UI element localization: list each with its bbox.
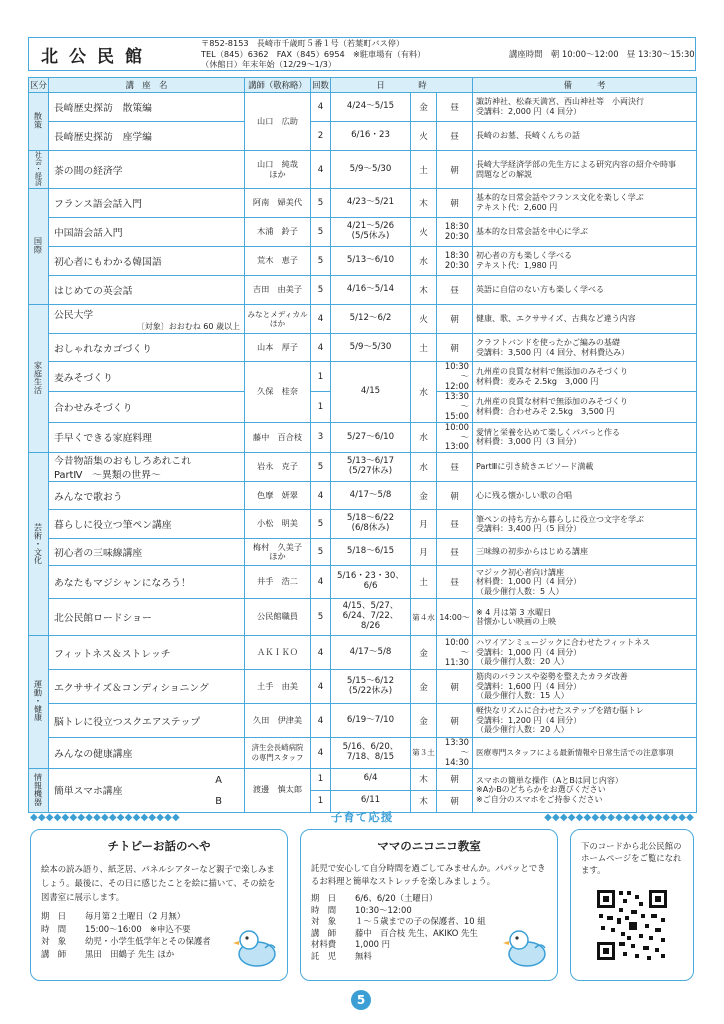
header-box [28,37,696,71]
count: 5 [311,276,331,305]
table-row [29,122,697,151]
count: 4 [311,305,331,334]
note: 軽快なリズムに合わせたステップを踏む脳トレ 受講料：1,200 円（4 回分） （最少催行人数：20 人） [473,704,697,738]
note: 基本的な日常会話やフランス文化を楽しく学ぶ テキスト代：2,600 円 [473,189,697,218]
time-slot: 朝 [437,189,473,218]
session-a-label: A [215,774,222,786]
count: 2 [311,122,331,151]
diamond-divider-left: ◆◆◆◆◆◆◆◆◆◆◆◆◆◆◆◆◆◆◆ [30,811,180,823]
detail-value: 幼児・小学生低学年とその保護者 [85,936,211,946]
course-name: あなたもマジシャンになろう！ [49,566,245,599]
dates: 4/15 [331,362,411,423]
dates: 4/17～5/8 [331,482,411,510]
note: スマホの簡単な操作（AとBは同じ内容） ※AかBのどちらかをお選びください ※ご自分のスマホをご持参ください [473,768,697,812]
course-name: 中国語会話入門 [49,218,245,247]
story-room-title: チトピーお話のへや [107,839,211,853]
mascot-icon [231,926,279,968]
dates: 5/9～5/30 [331,151,411,189]
count: 1 [311,790,331,812]
detail-key: 託 児 [311,950,337,961]
note: 長崎のお墓、長崎くんちの話 [473,122,697,151]
banner-title: 子育て応援 [330,810,394,824]
count: 3 [311,422,331,452]
table-row [29,151,697,189]
note: 医療専門スタッフによる最新情報や日常生活での注意事項 [473,738,697,768]
detail-key: 時 間 [41,923,67,934]
address-line-1: 〒852-8153 長崎市千歳町５番１号（若葉町バス停） [201,38,405,49]
detail-value: 10:30～12:00 [355,904,412,915]
count: 4 [311,151,331,189]
weekday: 月 [411,510,437,539]
table-row [29,422,697,452]
address-line-3: （休館日）年末年始（12/29～1/3） [201,59,337,70]
table-row [29,362,697,392]
instructor: 土手 由美 [245,670,311,704]
note: 愛情と栄養を込めて楽しくパパっと作る 材料費：3,000 円（3 回分） [473,422,697,452]
course-name: エクササイズ＆コンディショニング [49,670,245,704]
dates: 5/27～6/10 [331,422,411,452]
time-slot: 朝 [437,790,473,812]
note: クラフトバンドを使ったかご編みの基礎 受講料：3,500 円（4 回分、材料費込み） [473,334,697,362]
weekday: 木 [411,276,437,305]
count: 1 [311,362,331,392]
time-slot: 朝 [437,670,473,704]
detail-key: 時 間 [311,904,337,915]
count: 4 [311,670,331,704]
time-slot: 13:30～ 15:00 [437,392,473,422]
count: 1 [311,392,331,422]
category-intl: 国際 [29,189,49,305]
weekday: 木 [411,768,437,790]
count: 5 [311,539,331,566]
count: 5 [311,510,331,539]
detail-row [311,893,557,905]
instructor: 色摩 妍翠 [245,482,311,510]
count: 5 [311,453,331,482]
course-hours: 講座時間 朝 10:00～12:00 昼 13:30～15:30 [509,49,695,59]
course-name: 茶の間の経済学 [49,151,245,189]
detail-value: １～５歳までの子の保護者、10 組 [355,916,486,926]
count: 5 [311,599,331,636]
count: 1 [311,768,331,790]
time-slot: 朝 [437,305,473,334]
instructor: 済生会長崎病院 の専門スタッフ [245,738,311,768]
category-it: 情報機器 [29,768,49,812]
course-name: はじめての英会話 [49,276,245,305]
address-line-2: TEL（845）6362 FAX（845）6954 ※駐車場有（有料） [201,48,426,59]
category-health: 運動・健康 [29,636,49,768]
weekday: 金 [411,93,437,122]
detail-key: 材料費 [311,939,337,949]
detail-value: 毎月第２土曜日（2 月無） [85,911,186,921]
course-name-main: 簡単スマホ講座 [54,786,123,798]
time-slot: 朝 [437,482,473,510]
instructor: 吉田 由美子 [245,276,311,305]
course-name: みんなで歌おう [49,482,245,510]
course-name: フィットネス＆ストレッチ [49,636,245,670]
course-name-main: 今昔物語集のおもしろあれこれ [54,456,192,468]
instructor: ＡＫＩＫＯ [245,636,311,670]
dates: 4/21～5/26 (5/5休み) [331,218,411,247]
weekday: 土 [411,334,437,362]
detail-row [311,905,557,917]
course-name: 長崎歴史探訪 散策編 [49,93,245,122]
kids-support-banner [30,810,694,824]
course-name: 手早くできる家庭料理 [49,422,245,452]
weekday: 水 [411,453,437,482]
note: 基本的な日常会話を中心に学ぶ [473,218,697,247]
table-row [29,510,697,539]
time-slot: 朝 [437,334,473,362]
session-b-label: B [215,795,222,807]
weekday: 水 [411,422,437,452]
address-block [201,38,501,70]
instructor: 山口 広助 [245,93,311,151]
page-title: 北公民館 [41,46,153,67]
diamond-divider-right: ◆◆◆◆◆◆◆◆◆◆◆◆◆◆◆◆◆◆◆ [544,811,694,823]
note: 心に残る懐かしい歌の合唱 [473,482,697,510]
note: ※ 4 月は第 3 水曜日 昔懐かしい映画の上映 [473,599,697,636]
detail-key: 対 象 [311,916,337,926]
time-slot: 昼 [437,510,473,539]
dates: 5/15～6/12 (5/22休み) [331,670,411,704]
weekday: 金 [411,636,437,670]
note: 初心者の方も楽しく学べる テキスト代：1,980 円 [473,247,697,276]
note: 健康、歌、エクササイズ、古典など違う内容 [473,305,697,334]
course-target: 〔対象〕おおむね 60 歳以上 [136,321,240,331]
instructor: 岩永 克子 [245,453,311,482]
count: 4 [311,482,331,510]
dates: 6/11 [331,790,411,812]
course-name [49,305,245,334]
time-slot: 10:30～ 12:00 [437,362,473,392]
table-row [29,670,697,704]
detail-value: 無料 [355,950,372,961]
detail-key: 期 日 [311,893,337,903]
count: 5 [311,247,331,276]
count: 5 [311,218,331,247]
mama-class-title: ママのニコニコ教室 [377,839,481,853]
time-slot: 昼 [437,539,473,566]
weekday: 木 [411,189,437,218]
category-walk: 散策 [29,93,49,151]
table-row [29,768,697,790]
detail-value: 15:00～16:00 ※申込不要 [85,923,191,934]
course-name: 初心者の三味線講座 [49,539,245,566]
weekday: 火 [411,218,437,247]
detail-key: 講 師 [311,927,337,938]
course-name: 北公民館ロードショー [49,599,245,636]
dates: 5/13～6/17 (5/27休み) [331,453,411,482]
dates: 5/18～6/15 [331,539,411,566]
dates: 5/16・23・30、 6/6 [331,566,411,599]
time-slot: 昼 [437,566,473,599]
table-row [29,539,697,566]
weekday: 木 [411,790,437,812]
dates: 6/4 [331,768,411,790]
instructor: 久田 伊津美 [245,704,311,738]
detail-value: 6/6、6/20（土曜日） [355,893,438,903]
col-category: 区分 [29,78,49,93]
qr-code-icon[interactable] [595,888,669,962]
story-room-box [30,829,288,981]
course-name: 長崎歴史探訪 座学編 [49,122,245,151]
weekday: 火 [411,305,437,334]
table-row [29,247,697,276]
col-course: 講 座 名 [49,78,245,93]
category-home: 家庭生活 [29,305,49,453]
count: 4 [311,93,331,122]
dates: 4/23～5/21 [331,189,411,218]
count: 4 [311,566,331,599]
dates: 4/17～5/8 [331,636,411,670]
weekday: 水 [411,362,437,423]
course-name: みんなの健康講座 [49,738,245,768]
dates: 5/12～6/2 [331,305,411,334]
course-name-part: PartⅣ ～異類の世界～ [54,470,161,482]
instructor: 公民館職員 [245,599,311,636]
count: 4 [311,704,331,738]
course-name-main: 公民大学 [54,309,94,321]
time-slot: 朝 [437,768,473,790]
instructor: 久保 桂奈 [245,362,311,423]
detail-value: 藤中 百合枝 先生、AKIKO 先生 [355,927,478,938]
time-slot: 18:30 20:30 [437,247,473,276]
note: 三味線の初歩からはじめる講座 [473,539,697,566]
course-name: 合わせみそづくり [49,392,245,422]
time-slot: 昼 [437,453,473,482]
instructor: 梅村 久美子 ほか [245,539,311,566]
weekday: 第４水 [411,599,437,636]
weekday: 土 [411,566,437,599]
dates: 4/24～5/15 [331,93,411,122]
note: 筋肉のバランスや姿勢を整えたカラダ改善 受講料：1,600 円（4 回分） （最少催行人数：15 人） [473,670,697,704]
note: PartⅢに引き続きエピソード満載 [473,453,697,482]
table-row [29,93,697,122]
time-slot: 14:00～ [437,599,473,636]
time-slot: 昼 [437,93,473,122]
mama-class-box [300,829,558,981]
course-name: おしゃれなカゴづくり [49,334,245,362]
course-table [28,77,697,813]
weekday: 第３土 [411,738,437,768]
dates: 5/18～6/22 (6/8休み) [331,510,411,539]
note: 九州産の良質な材料で無添加のみそづくり 材料費：麦みそ 2.5kg 3,000 円 [473,362,697,392]
category-economy: 社会・経済 [29,151,49,189]
table-row [29,599,697,636]
weekday: 火 [411,122,437,151]
time-slot: 10:00～ 11:30 [437,636,473,670]
table-header-row [29,78,697,93]
col-count: 回数 [311,78,331,93]
table-row [29,704,697,738]
instructor: 渡邊 慎太郎 [245,768,311,812]
note: 諏訪神社、松森天満宮、西山神社等 小両決行 受講料：2,000 円（4 回分） [473,93,697,122]
table-row [29,276,697,305]
page-number: 5 [351,990,371,1010]
dates: 5/9～5/30 [331,334,411,362]
note: 英語に自信のない方も楽しく学べる [473,276,697,305]
table-row [29,305,697,334]
col-schedule: 日 時 [331,78,473,93]
dates: 5/16、6/20、 7/18、8/15 [331,738,411,768]
table-row [29,453,697,482]
course-name: フランス語会話入門 [49,189,245,218]
detail-key: 対 象 [41,936,67,946]
note: マジック初心者向け講座 材料費：1,000 円（4 回分） （最少催行人数：5 人） [473,566,697,599]
instructor: 山口 純哉 ほか [245,151,311,189]
qr-desc: 下のコードから北公民館のホームページをご覧になれます。 [581,841,682,875]
col-notes: 備 考 [473,78,697,93]
weekday: 土 [411,151,437,189]
table-row [29,636,697,670]
course-name: 脳トレに役立つスクエアステップ [49,704,245,738]
instructor: みなとメディカル ほか [245,305,311,334]
instructor: 木浦 鈴子 [245,218,311,247]
course-name: 初心者にもわかる韓国語 [49,247,245,276]
note: 筆ペンの持ち方から暮らしに役立つ文字を学ぶ 受講料：3,400 円（5 回分） [473,510,697,539]
time-slot: 18:30 20:30 [437,218,473,247]
table-row [29,738,697,768]
weekday: 金 [411,670,437,704]
dates: 5/13～6/10 [331,247,411,276]
course-name [49,453,245,482]
course-name: 麦みそづくり [49,362,245,392]
weekday: 水 [411,247,437,276]
instructor: 荒木 恵子 [245,247,311,276]
instructor: 小松 明美 [245,510,311,539]
detail-value: 黒田 田鶴子 先生 ほか [85,948,175,959]
weekday: 月 [411,539,437,566]
time-slot: 朝 [437,704,473,738]
table-row [29,218,697,247]
detail-row [41,910,287,923]
course-name: 暮らしに役立つ筆ペン講座 [49,510,245,539]
detail-key: 期 日 [41,911,67,921]
story-room-desc: 絵本の読み語り、紙芝居、パネルシアターなど親子で楽しみましょう。最後に、その日に感じたことを絵に描いて、その絵を図書室に展示します。 [41,864,276,902]
category-art: 芸術・文化 [29,453,49,636]
time-slot: 10:00～ 13:00 [437,422,473,452]
count: 4 [311,636,331,670]
col-instructor: 講師（敬称略） [245,78,311,93]
mascot-icon [501,926,549,968]
count: 4 [311,738,331,768]
mama-class-desc: 託児で安心して自分時間を過ごしてみませんか。パパッとできるお料理と簡単なストレッチを楽しみましょう。 [311,863,546,886]
count: 4 [311,334,331,362]
dates: 6/16・23 [331,122,411,151]
note: 九州産の良質な材料で無添加のみそづくり 材料費：合わせみそ 2.5kg 3,500 円 [473,392,697,422]
table-row [29,566,697,599]
homepage-qr-box [570,829,694,981]
weekday: 金 [411,482,437,510]
dates: 4/16～5/14 [331,276,411,305]
time-slot: 朝 [437,151,473,189]
detail-key: 講 師 [41,948,67,959]
note: ハワイアンミュージックに合わせたフィットネス 受講料：1,000 円（4 回分） （最少催行人数：20 人） [473,636,697,670]
instructor: 阿南 婦美代 [245,189,311,218]
dates: 6/19～7/10 [331,704,411,738]
time-slot: 昼 [437,122,473,151]
detail-value: 1,000 円 [355,939,391,949]
course-name [49,768,245,812]
table-row [29,334,697,362]
instructor: 藤中 百合枝 [245,422,311,452]
time-slot: 13:30～ 14:30 [437,738,473,768]
count: 5 [311,189,331,218]
note: 長崎大学経済学部の先生方による研究内容の紹介や時事 問題などの解説 [473,151,697,189]
instructor: 山本 厚子 [245,334,311,362]
table-row [29,482,697,510]
weekday: 金 [411,704,437,738]
instructor: 井手 浩二 [245,566,311,599]
time-slot: 昼 [437,276,473,305]
dates: 4/15、5/27、 6/24、7/22、 8/26 [331,599,411,636]
table-row [29,189,697,218]
